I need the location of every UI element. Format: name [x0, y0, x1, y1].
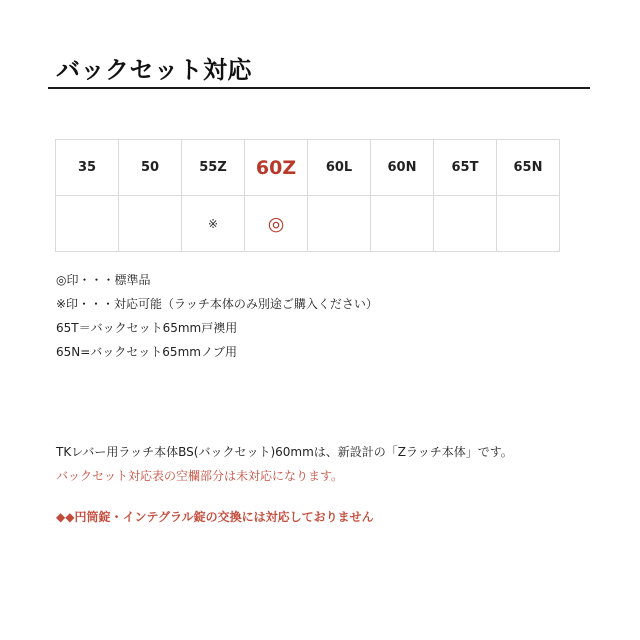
- legend-note: 65T＝バックセット65mm戸襖用: [56, 321, 238, 335]
- backset-mark-cell: [56, 196, 119, 252]
- backset-header-row: [56, 140, 560, 196]
- backset-mark-row: [56, 196, 560, 252]
- backset-header-cell: 65N: [497, 140, 560, 196]
- backset-mark-cell: ※: [182, 196, 245, 252]
- backset-mark-cell: [371, 196, 434, 252]
- description: [56, 440, 513, 488]
- legend-note: 65N=バックセット65mmノブ用: [56, 345, 237, 359]
- description-line: TKレバー用ラッチ本体BS(バックセット)60mmは、新設計の「Zラッチ本体」です。: [56, 445, 513, 459]
- backset-mark-cell: [119, 196, 182, 252]
- backset-mark-cell: [308, 196, 371, 252]
- backset-header-cell: 60N: [371, 140, 434, 196]
- backset-header-cell: 55Z: [182, 140, 245, 196]
- page-title: バックセット対応: [56, 56, 252, 84]
- title-divider: [48, 87, 590, 89]
- legend-notes: [56, 268, 378, 364]
- exchange-notice: ◆◆円筒錠・インテグラル錠の交換には対応しておりません: [56, 510, 374, 524]
- backset-header-cell: 60L: [308, 140, 371, 196]
- backset-header-cell: 50: [119, 140, 182, 196]
- legend-note: ◎印・・・標準品: [56, 273, 151, 287]
- backset-mark-cell: [497, 196, 560, 252]
- backset-mark-cell: [434, 196, 497, 252]
- backset-header-cell-highlight: 60Z: [245, 140, 308, 196]
- backset-header-cell: 65T: [434, 140, 497, 196]
- backset-mark-cell-highlight: ◎: [245, 196, 308, 252]
- legend-note: ※印・・・対応可能（ラッチ本体のみ別途ご購入ください）: [56, 297, 378, 311]
- backset-table: [55, 139, 560, 252]
- unsupported-note: バックセット対応表の空欄部分は未対応になります。: [56, 469, 344, 483]
- backset-header-cell: 35: [56, 140, 119, 196]
